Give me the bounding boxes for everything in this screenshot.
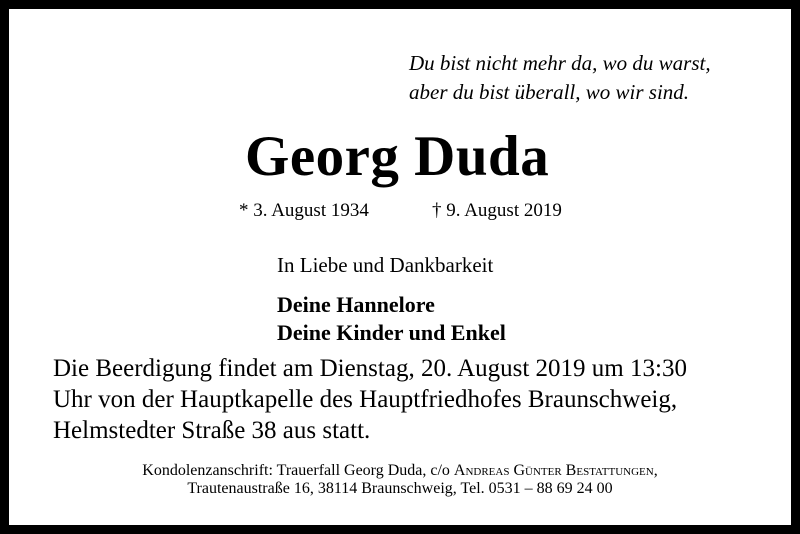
dedication: In Liebe und Dankbarkeit xyxy=(277,253,494,277)
funeral-line-3: Helmstedter Straße 38 aus statt. xyxy=(53,417,371,444)
birth-date: * 3. August 1934 xyxy=(239,200,369,221)
mourner-1: Deine Hannelore xyxy=(277,292,435,317)
condolence-prefix: Kondolenzanschrift: Trauerfall Georg Duda, c/o xyxy=(142,462,454,479)
mourner-2: Deine Kinder und Enkel xyxy=(277,320,506,345)
quote-line-1: Du bist nicht mehr da, wo du warst, xyxy=(409,51,711,75)
condolence-suffix: , xyxy=(653,462,658,479)
condolence-address-line-2: Trautenaustraße 16, 38114 Braunschweig, Tel. 0531 – 88 69 24 00 xyxy=(187,480,613,497)
funeral-home-name: Andreas Günter Bestattungen xyxy=(453,462,654,479)
funeral-line-1: Die Beerdigung findet am Dienstag, 20. August 2019 um 13:30 xyxy=(53,355,687,382)
deceased-name: Georg Duda xyxy=(245,125,550,188)
funeral-line-2: Uhr von der Hauptkapelle des Hauptfriedhofes Braunschweig, xyxy=(53,386,678,413)
quote-line-2: aber du bist überall, wo wir sind. xyxy=(409,80,690,104)
death-date: † 9. August 2019 xyxy=(432,200,562,221)
